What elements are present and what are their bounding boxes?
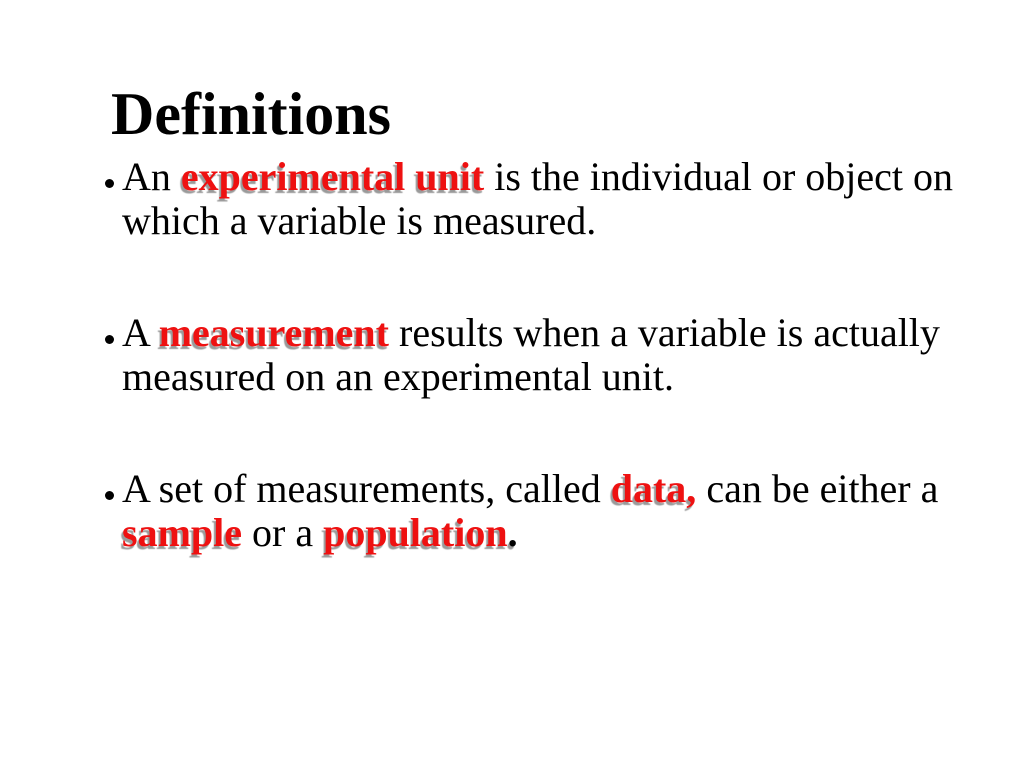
bullet-text-segment: is the individual or object on which a variable is measured. [122, 154, 954, 243]
highlighted-term: sample [122, 510, 242, 555]
bullet-text-segment: results when a variable is actually measured on an experimental unit. [122, 310, 940, 399]
bullet-text-segment: or a [242, 510, 324, 555]
bullet-text-segment: An [122, 154, 181, 199]
disc-bullet-icon [105, 491, 114, 500]
list-item [104, 311, 969, 399]
bullet-text-segment: A set of measurements, called [122, 466, 611, 511]
highlighted-term: measurement [158, 310, 389, 355]
bullet-text-segment: can be either a [696, 466, 939, 511]
disc-bullet-icon [105, 335, 114, 344]
highlighted-term: data, [610, 466, 697, 511]
bullet-text-segment: A [122, 310, 159, 355]
bullet-text-segment: . [507, 510, 518, 555]
list-item [104, 467, 969, 555]
page-title: Definitions [111, 81, 392, 148]
highlighted-term: experimental unit [180, 154, 485, 199]
highlighted-term: population [323, 510, 508, 555]
bullet-list [104, 155, 969, 623]
list-item [104, 155, 969, 243]
disc-bullet-icon [105, 179, 114, 188]
